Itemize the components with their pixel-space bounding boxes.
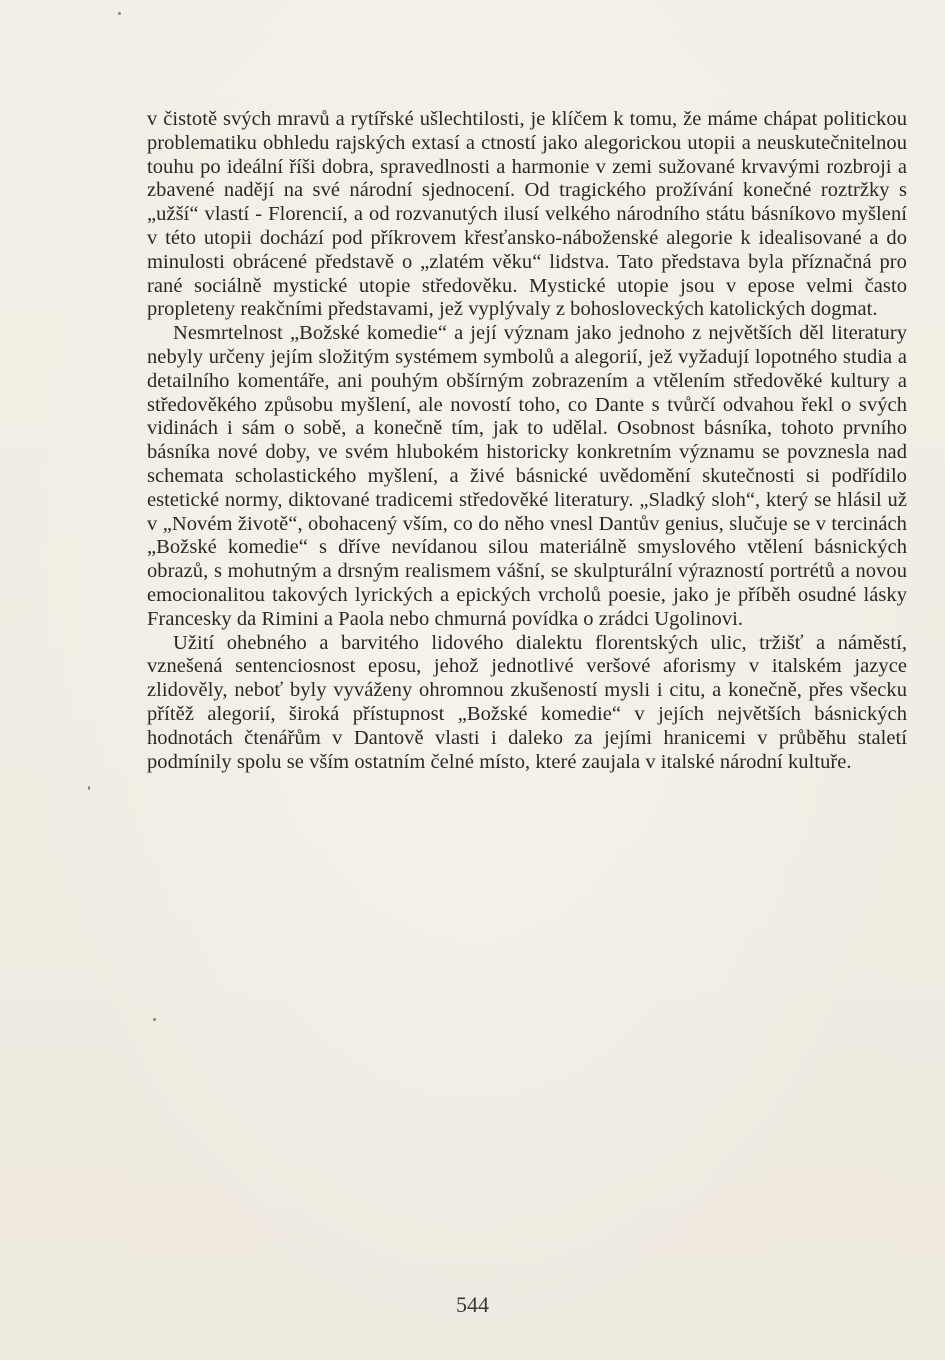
paper-speck (118, 12, 121, 15)
paragraph-1: v čistotě svých mravů a rytířské ušlechtilosti, je klíčem k tomu, že máme chápat politickou problematiku obhledu rajských extasí a ctností jako alegorickou utopii a neuskutečnitelnou touhu po ideální říši dobra, spravedlnosti a harmonie v zemi sužované krvavými rozbroji a zbavené nadějí na své národní sjednocení. Od tragického prožívání konečné roztržky s „užší“ vlastí - Florencií, a od rozvanutých ilusí velkého národního státu básníkovo myšlení v této utopii dochází pod příkrovem křesťansko-náboženské alegorie k idealisované a do minulosti obrácené představě o „zlatém věku“ lidstva. Tato představa byla příznačná pro rané sociálně mystické utopie středověku. Mystické utopie jsou v epose velmi často propleteny reakčními představami, jež vyplývaly z bohosloveckých katolických dogmat. (147, 108, 907, 321)
paragraph-2: Nesmrtelnost „Božské komedie“ a její význam jako jednoho z největších děl literatury nebyly určeny jejím složitým systémem symbolů a alegorií, jež vyžadují lopotného studia a detailního komentáře, ani pouhým obšírným zobrazením a vtělením středověké kultury a středověkého způsobu myšlení, ale novostí toho, co Dante s tvůrčí odvahou řekl o svých vidinách i sám o sobě, a konečně tím, jak to udělal. Osobnost básníka, tohoto prvního básníka nové doby, ve svém hlubokém historicky konkretním významu se povznesla nad schemata scholastického myšlení, a živé básnické uvědomění skutečnosti si podřídilo estetické normy, diktované tradicemi středověké literatury. „Sladký sloh“, který se hlásil už v „Novém životě“, obohacený vším, co do něho vnesl Dantův genius, slučuje se v tercinách „Božské komedie“ s dříve nevídanou silou materiálně smyslového vtělení básnických obrazů, s mohutným a drsným realismem vášní, se skulpturální výrazností portrétů a novou emocionalitou takových lyrických a epických vrcholů poesie, jako je příběh osudné lásky Francesky da Rimini a Paola nebo chmurná povídka o zrádci Ugolinovi. (147, 322, 907, 630)
page-number: 544 (456, 1292, 489, 1317)
paper-speck (88, 786, 90, 790)
paragraph-3: Užití ohebného a barvitého lidového dialektu florentských ulic, tržišť a náměstí, vznešená sentenciosnost eposu, jehož jednotlivé veršové aforismy v italském jazyce zlidověly, neboť byly vyváženy ohromnou zkušeností mysli i citu, a konečně, přes všecku přítěž alegorií, široká přístupnost „Božské komedie“ v jejích největších básnických hodnotách čtenářům v Dantově vlasti i daleko za jejími hranicemi v průběhu staletí podmínily spolu se vším ostatním čelné místo, které zaujala v italské národní kultuře. (147, 631, 907, 773)
paper-speck (153, 1018, 156, 1021)
body-text (147, 108, 907, 774)
